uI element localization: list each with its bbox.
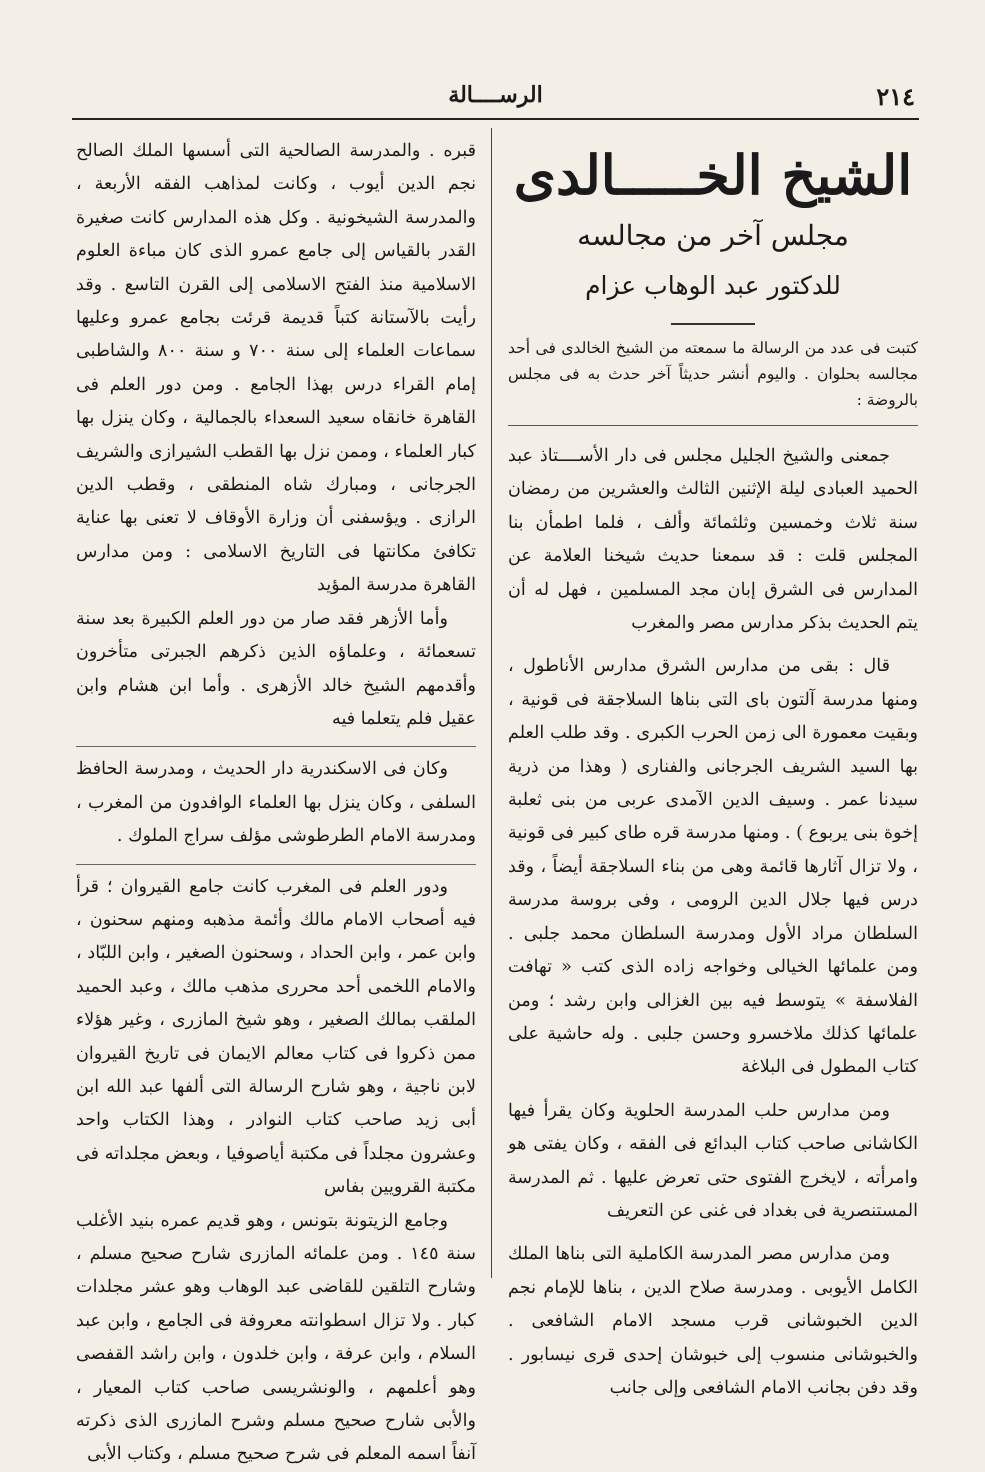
paragraph: قال : بقى من مدارس الشرق مدارس الأناطول ، ومنها مدرسة آلتون باى التى بناها السلاجقة فى قونية ، وبقيت معمورة الى زمن الحرب الكبرى . وقد طلب العلم بها السيد الشريف الجرجانى والفنارى ( وهذا من ذرية سيدنا عمر . وسيف الدين الآمدى عربى من بنى ثعلبة إخوة بنى يربوع ) . ومنها مدرسة قره طاى كبير فى قونية ، ولا تزال آثارها قائمة وهى من بناء السلاجقة أيضاً ، وقد درس فيها جلال الدين الرومى ، وفى بروسة مدرسة السلطان مراد الأول ومدرسة السلطان محمد جلبى . ومن علمائها الخيالى وخواجه زاده الذى كتب « تهافت الفلاسفة » يتوسط فيه بين الغزالى وابن رشد ؛ ومن علمائها كذلك ملاخسرو وحسن جلبى . وله حاشية على كتاب المطول فى البلاغة: [508, 656, 918, 1078]
journal-name: الرســــالة: [448, 82, 543, 108]
paragraph-gap: [508, 1085, 918, 1095]
paragraph: ومن مدارس مصر المدرسة الكاملية التى بناها الملك الكامل الأيوبى . ومدرسة صلاح الدين ، بناها للإمام نجم الدين الخبوشانى قرب مسجد الامام الشافعى . والخبوشانى منسوب إلى خبوشان إحدى قرى نيسابور . وقد دفن بجانب الامام الشافعى وإلى جانب: [508, 1244, 918, 1398]
column-divider: [491, 128, 492, 1278]
paragraph: جمعنى والشيخ الجليل مجلس فى دار الأســــتاذ عبد الحميد العبادى ليلة الإثنين الثالث والعشرين من رمضان سنة ثلاث وخمسين وثلثمائة وألف ، فلما اطمأن بنا المجلس قلت : قد سمعنا حديث شيخنا العلامة عن المدارس فى الشرق إبان مجد المسلمين ، فهل له أن يتم الحديث بذكر مدارس مصر والمغرب: [508, 446, 918, 634]
page-number: ٢١٤: [876, 82, 915, 111]
paragraph-gap: [508, 1228, 918, 1238]
article-subtitle: مجلس آخر من مجالسه: [577, 219, 849, 252]
intro-note: كتبت فى عدد من الرسالة ما سمعته من الشيخ الخالدى فى أحد مجالسه بحلوان . واليوم أنشر حديثاً آخر حدث به فى مجلس بالروضة :: [508, 339, 918, 409]
article-title: الشيخ الخـــــالدى: [513, 143, 913, 207]
paragraph: وجامع الزيتونة بتونس ، وهو قديم عمره بنيد الأغلب سنة ١٤٥ . ومن علمائه المازرى شارح صحيح مسلم ، وشارح التلقين للقاضى عبد الوهاب وهو عشر مجلدات كبار . ولا تزال اسطوانته معروفة فى الجامع ، وابن عبد السلام ، وابن عرفة ، وابن خلدون ، وابن راشد القفصى وهو أعلمهم ، والونشريسى صاحب كتاب المعيار ، والأبى شارح صحيح مسلم وشرح المازرى الذى ذكرته آنفاً اسمه المعلم فى شرح صحيح مسلم ، وكتاب الأبى: [76, 1210, 476, 1465]
intro-rule: [508, 425, 918, 426]
right-column: [508, 135, 918, 1405]
ornament-rule: [671, 323, 755, 325]
paragraph: ومن مدارس حلب المدرسة الحلوية وكان يقرأ فيها الكاشانى صاحب كتاب البدائع فى الفقه ، وكان يفتى هو وامرأته ، لايخرج الفتوى حتى تعرض عليها . ثم المدرسة المستنصرية فى بغداد فى غنى عن التعريف: [508, 1100, 918, 1221]
paragraph: قبره . والمدرسة الصالحية التى أسسها الملك الصالح نجم الدين أيوب ، وكانت لمذاهب الفقه الأربعة ، والمدرسة الشيخونية . وكل هذه المدارس كانت صغيرة القدر بالقياس إلى جامع عمرو الذى كان مباءة العلوم الاسلامية منذ الفتح الاسلامى إلى القرن التاسع . وقد رأيت بالآستانة كتباً قديمة قرئت بجامع عمرو وعليها سماعات العلماء إلى سنة ٧٠٠ و سنة ٨٠٠ والشاطبى إمام القراء درس بهذا الجامع . ومن دور العلم فى القاهرة خانقاه سعيد السعداء بالجمالية ، وكان ينزل بها كبار العلماء ، وممن نزل بها القطب الشيرازى والشريف الجرجانى ، ومبارك شاه المنطقى ، وقطب الدين الرازى . ويؤسفنى أن وزارة الأوقاف لا تعنى بها عناية تكافئ مكانتها فى التاريخ الاسلامى : ومن مدارس القاهرة مدرسة المؤيد: [76, 141, 476, 596]
left-column: [76, 135, 476, 1472]
page-header: [72, 80, 919, 114]
header-rule: [72, 118, 919, 120]
article-author: للدكتور عبد الوهاب عزام: [585, 271, 841, 300]
paragraph-rule: [76, 864, 476, 865]
paragraph-rule: [76, 746, 476, 747]
paragraph: وأما الأزهر فقد صار من دور العلم الكبيرة بعد سنة تسعمائة ، وعلماؤه الذين ذكرهم الجبرتى متأخرون وأقدمهم الشيخ خالد الأزهرى . وأما ابن هشام وابن عقيل فلم يتعلما فيه: [76, 608, 476, 729]
paragraph: وكان فى الاسكندرية دار الحديث ، ومدرسة الحافظ السلفى ، وكان ينزل بها العلماء الوافدون من المغرب ، ومدرسة الامام الطرطوشى مؤلف سراج الملوك .: [76, 759, 476, 847]
paragraph: ودور العلم فى المغرب كانت جامع القيروان ؛ قرأ فيه أصحاب الامام مالك وأئمة مذهبه ومنهم سحنون ، وابن عمر ، وابن الحداد ، وسحنون الصغير ، وابن اللبّاد ، والامام اللخمى أحد محررى مذهب مالك ، وعبد الحميد الملقب بمالك الصغير ، وهو شيخ المازرى ، وغير هؤلاء ممن ذكروا فى كتاب معالم الايمان فى تاريخ القيروان لابن ناجية ، وهو شارح الرسالة التى ألفها عبد الله ابن أبى زيد صاحب كتاب النوادر ، وهذا الكتاب واحد وعشرون مجلداً فى مكتبة أياصوفيا ، وبعض مجلداته فى مكتبة القرويين بفاس: [76, 876, 476, 1198]
paragraph-gap: [508, 640, 918, 650]
